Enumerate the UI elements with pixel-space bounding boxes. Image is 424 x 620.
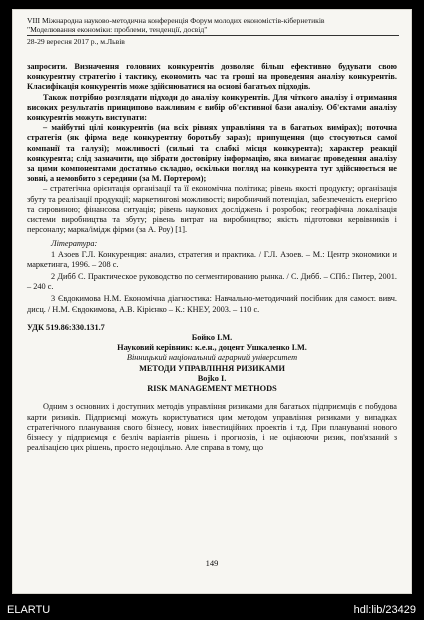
paragraph: Також потрібно розглядати підходи до аналізу конкурентів. Для чіткого аналізу і отримання високих результатів принципово важливим є вибір об'єктивної бази аналізу. Об'єктами аналізу конкурентів можуть виступати: [27,92,397,123]
article-title-en: RISK MANAGEMENT METHODS [147,384,277,394]
supervisor: Науковий керівник: к.е.н., доцент Ушкаленко І.М. [117,343,307,353]
udk-code: УДК 519.86:330.131.7 [27,322,105,332]
repository-name: ELARTU [7,604,51,616]
header-conference: VIII Міжнародна науково-методична конференція Форум молодих економістів-кібернетиків [27,16,325,25]
running-header [27,16,399,46]
handle-id: hdl:lib/23429 [353,604,416,616]
reference-item: 2 Дибб С. Практическое руководство по сегментированию рынка. / С. Дибб. – СПб.: Питер, 2001. – 240 с. [27,272,397,292]
paragraph: – стратегічна орієнтація організації та її економічна політика; рівень якості продукту; організація збуту та реалізації продукції; маркетингові можливості; виробничий потенціал, забезпеченість енергією та сировиною; фінансова ситуація; рівень наукових досліджень і розробок; географічна локалізація системи виробництва та збуту; рівень витрат на виробництво; якість підготовки кервівників і персоналу; марка/імідж фірми (за А. Роу) [1]. [27,184,397,235]
university: Вінницький національний аграрний університет [126,353,298,363]
header-rule [27,35,399,36]
repository-footer [0,602,424,620]
paragraph: запросити. Визначення головних конкурентів дозволяє більш ефективно будувати свою конкурентну стратегію і тактику, економить час та гроші на проведення аналізу конкурентів. Класифікація конкурентів може здійснюватися на основі багатьох підходів. [27,62,397,92]
author-name-en: Bojko I. [197,373,227,383]
header-date: 28-29 вересня 2017 р., м.Львів [27,37,125,46]
page-number: 149 [205,558,219,568]
reference-item: 1 Азоев Г.Л. Конкуренция: анализ, стратегия и практика. / Г.Л. Азоев. – М.: Центр экономики и маркетинга, 1996. – 208 с. [27,249,397,269]
paragraph: Одним з основних і доступних методів управління ризиками для багатьох підприємців є побудова карти ризиків. Підприємці можуть користуватися цим методом управління ризиками у випадках стратегічного планування свого бізнесу, нових інвестиційних проектів і т.д. При плануванні нового бізнесу у підприємця є безліч варіантів рішень і прогнозів, і не оцінюючи ризик, пов'язаний з реалізацією цих рішень, просто недоцільно. Але справа в тому, що [27,402,397,453]
document-page [13,10,411,593]
literature-heading: Література: [51,239,98,249]
author-name: Бойко І.М. [191,333,233,343]
article-title-ua: МЕТОДИ УПРАВЛІННЯ РИЗИКАМИ [139,363,285,373]
paragraph: – майбутні цілі конкурентів (на всіх рівнях управління та в багатьох вимірах); поточна стратегія (як фірма веде конкурентну боротьбу зараз); припущення (що стосуються самої компанії та галузі); можливості (сильні та слабкі місця конкурента); характер реакції конкурента; слід зазначити, що зібрати достовірну інформацію, яка вимагає проведення аналізу за цими компонентами достатньо складно, оскільки погляд на конкурента тут здійснюється не зовні, а немовбито з середини (за М. Портером); [27,123,397,184]
header-topic: "Моделювання економіки: проблеми, тенденції, досвід" [27,25,208,34]
page-content [27,62,397,453]
reference-item: 3 Євдокимова Н.М. Економічна діагностика: Навчально-методичний посібник для самост. вивч. дисц. / Н.М. Євдокимова, А.В. Кірієнко – К.: КНЕУ, 2003. – 110 с. [27,294,397,314]
